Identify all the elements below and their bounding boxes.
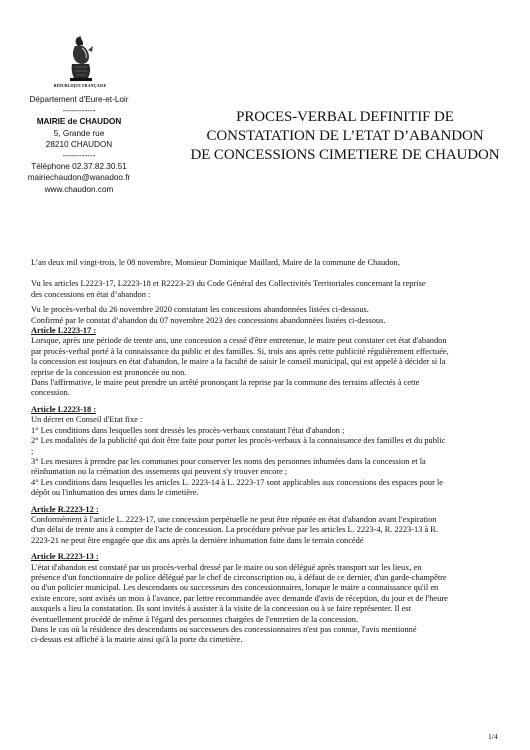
article-line: L'état d'abandon est constaté par un procès-verbal dressé par le maire ou son délégué après transport sur les lieux, en	[31, 562, 422, 572]
article-heading: Article L2223-17 :	[31, 326, 97, 336]
vu-paragraph-line: Vu les articles L2223-17, L2223-18 et R2223-23 du Code Général des Collectivités Territoriales concernant la reprise	[31, 279, 426, 289]
intro-paragraph: L’an deux mil vingt-trois, le 08 novembre, Monsieur Dominique Maillard, Maire de la commune de Chaudon,	[31, 258, 400, 267]
document-body	[31, 258, 508, 646]
article-heading: Article R.2223-12 :	[31, 504, 99, 514]
separator: ------------	[62, 106, 96, 116]
article-line: dépôt ou l'inhumation des urnes dans le cimetière.	[31, 488, 199, 498]
article-line: Conformément à l'article L. 2223-17, une concession perpétuelle ne peut être réputée en état d'abandon avant l'expiration	[31, 514, 437, 524]
article-line: réinhumation ou la crémation des ossements qui peuvent s'y trouver encore ;	[31, 467, 288, 477]
article-heading: Article L2223-18 :	[31, 404, 97, 414]
article-line: reprise de la concession est prononcée ou non.	[31, 367, 187, 377]
article-line: existe encore, sont avisés un mois à l'avance, par lettre recommandée avec demande d'avis de réception, du jour et de l'heure	[31, 593, 448, 603]
website-url: www.chaudon.com	[44, 184, 114, 194]
article-line: Un décret en Conseil d'Etat fixe :	[31, 415, 143, 425]
article-line: 1° Les conditions dans lesquelles sont dressés les procès-verbaux constatant l'état d'abandon ;	[31, 425, 345, 435]
title-line: PROCES-VERBAL DEFINITIF DE	[236, 109, 454, 125]
article-line: Lorsque, après une période de trente ans, une concession a cessé d'être entretenue, le maire peut constater cet état d'abandon	[31, 336, 447, 346]
title-line: CONSTATATION DE L’ETAT D’ABANDON	[206, 128, 484, 144]
article-line: par procès-verbal porté à la connaissance du public et des familles. Si, trois ans après cette publicité régulièrement effectuée,	[31, 346, 449, 356]
department-name: Département d'Eure-et-Loir	[29, 95, 129, 104]
article-line: 2223-21 ne peut être engagée que dix ans après la dernière inhumation faite dans le terrain concédé	[31, 535, 364, 545]
article-line: ;	[31, 446, 34, 456]
separator: ------------	[62, 151, 96, 161]
confirm-paragraph: Confirmé par le constat d’abandon du 07 novembre 2023 des concessions abandonnées listées ci-dessous.	[31, 315, 386, 325]
article-line: la concession est toujours en état d'abandon, le maire a la faculté de saisir le conseil municipal, qui est appelé à décider si la	[31, 357, 446, 367]
article-line: 3° Les mesures à prendre par les communes pour conserver les noms des personnes inhumées dans la concession et la	[31, 456, 426, 466]
title-line: DE CONCESSIONS CIMETIERE DE CHAUDON	[190, 147, 500, 163]
article-line: 4° Les conditions dans lesquelles les articles L. 2223-14 à L. 2223-17 sont applicables aux concessions des espaces pour le	[31, 477, 443, 487]
vu-paragraph-line: des concessions en état d’abandon :	[31, 289, 151, 299]
article-line: Dans le cas où la résidence des descendants ou successeurs des concessionnaires n'est pas connue, l'avis mentionné	[31, 625, 417, 634]
document-title	[160, 108, 530, 165]
address-street: 5, Grande rue	[53, 128, 105, 138]
article-line: auxquels a lieu la constatation. Ils sont invités à assister à la visite de la concession ou à se faire représenter. Il est	[31, 604, 412, 614]
article-line: ou d'un policier municipal. Les descendants ou successeurs des concessionnaires, lorsque le maire a connaissance qu'il en	[31, 583, 439, 593]
article-line: concession.	[31, 388, 70, 398]
article-line: présence d'un fonctionnaire de police délégué par le chef de circonscription ou, à défaut de ce dernier, d'un garde-champêtre	[31, 572, 447, 582]
page-number: 1/4	[488, 732, 498, 741]
article-line: ci-dessus est affiché à la mairie ainsi qu'à la porte du cimetière.	[31, 635, 243, 645]
address-city: 28210 CHAUDON	[45, 139, 113, 149]
email-address: mairiechaudon@wanadoo.fr	[27, 173, 131, 183]
emblem-caption: RÉPUBLIQUE FRANÇAISE	[53, 83, 107, 88]
article-line: 2° Les modalités de la publicité qui doit être faite pour porter les procès-verbaux à la connaissance des familles et du public	[31, 436, 446, 446]
article-line: éventuellement procédé de même à l'égard des personnes chargées de l'entretien de la concession.	[31, 614, 359, 624]
marianne-emblem-icon	[66, 34, 96, 84]
mairie-name: MAIRIE de CHAUDON	[36, 117, 122, 127]
article-line: d'un délai de trente ans à compter de l'acte de concession. La procédure prévue par les articles L. 2223-4, R. 2223-13 à R.	[31, 525, 438, 535]
article-heading: Article R.2223-13 :	[31, 552, 99, 562]
mairie-contact-block	[10, 94, 148, 195]
vu-pv-paragraph: Vu le procès-verbal du 26 novembre 2020 constatant les concessions abandonnées listées ci-dessous.	[31, 305, 369, 315]
phone-number: Téléphone 02.37.82.30.51	[31, 162, 127, 172]
article-line: Dans l'affirmative, le maire peut prendre un arrêté prononçant la reprise par la commune des terrains affectés à cette	[31, 378, 420, 388]
